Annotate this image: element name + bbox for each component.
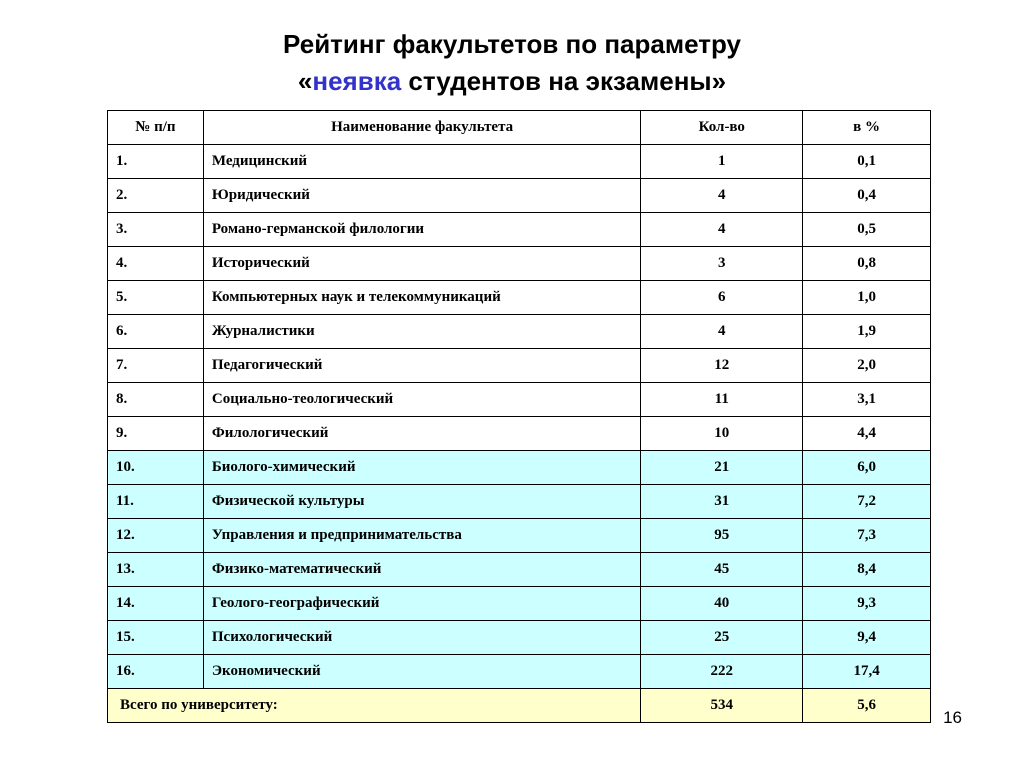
absence-count: 25 (641, 621, 803, 655)
table-row (108, 349, 931, 383)
table-row (108, 213, 931, 247)
faculty-rating-table (107, 110, 931, 723)
page-number: 16 (943, 708, 962, 727)
row-number: 16. (108, 655, 204, 689)
absence-percent: 8,4 (803, 553, 931, 587)
absence-count: 95 (641, 519, 803, 553)
row-number: 13. (108, 553, 204, 587)
table-header-row (108, 111, 931, 145)
faculty-name: Физико-математический (203, 553, 641, 587)
slide-title (0, 26, 1024, 100)
row-number: 5. (108, 281, 204, 315)
absence-percent: 0,1 (803, 145, 931, 179)
absence-count: 10 (641, 417, 803, 451)
absence-percent: 9,3 (803, 587, 931, 621)
title-quote-open: « (297, 66, 313, 96)
table-row (108, 417, 931, 451)
faculty-name: Педагогический (203, 349, 641, 383)
absence-count: 11 (641, 383, 803, 417)
faculty-name: Физической культуры (203, 485, 641, 519)
title-line-1: Рейтинг факультетов по параметру (283, 29, 741, 59)
table-row (108, 519, 931, 553)
table-row (108, 485, 931, 519)
absence-percent: 1,0 (803, 281, 931, 315)
header-number: № п/п (108, 111, 204, 145)
absence-percent: 9,4 (803, 621, 931, 655)
header-count: Кол-во (641, 111, 803, 145)
table-row (108, 179, 931, 213)
faculty-name: Романо-германской филологии (203, 213, 641, 247)
table-row (108, 587, 931, 621)
table-row (108, 451, 931, 485)
faculty-name: Социально-теологический (203, 383, 641, 417)
faculty-name: Биолого-химический (203, 451, 641, 485)
absence-percent: 7,3 (803, 519, 931, 553)
absence-percent: 4,4 (803, 417, 931, 451)
row-number: 9. (108, 417, 204, 451)
title-line-2 (0, 63, 1024, 100)
row-number: 4. (108, 247, 204, 281)
table-row (108, 145, 931, 179)
table-row (108, 315, 931, 349)
absence-count: 31 (641, 485, 803, 519)
absence-count: 12 (641, 349, 803, 383)
faculty-name: Юридический (203, 179, 641, 213)
absence-percent: 7,2 (803, 485, 931, 519)
absence-count: 21 (641, 451, 803, 485)
table-row (108, 383, 931, 417)
row-number: 3. (108, 213, 204, 247)
absence-count: 222 (641, 655, 803, 689)
total-percent: 5,6 (803, 689, 931, 723)
table-total-row (108, 689, 931, 723)
faculty-name: Экономический (203, 655, 641, 689)
absence-count: 6 (641, 281, 803, 315)
header-percent: в % (803, 111, 931, 145)
row-number: 2. (108, 179, 204, 213)
absence-percent: 0,8 (803, 247, 931, 281)
absence-count: 40 (641, 587, 803, 621)
absence-count: 3 (641, 247, 803, 281)
row-number: 15. (108, 621, 204, 655)
absence-percent: 17,4 (803, 655, 931, 689)
absence-percent: 6,0 (803, 451, 931, 485)
table-body (108, 145, 931, 689)
faculty-name: Компьютерных наук и телекоммуникаций (203, 281, 641, 315)
faculty-name: Филологический (203, 417, 641, 451)
absence-percent: 0,5 (803, 213, 931, 247)
row-number: 8. (108, 383, 204, 417)
title-line-2-rest: студентов на экзамены» (401, 66, 727, 96)
row-number: 12. (108, 519, 204, 553)
title-accent-word: неявка (312, 66, 402, 96)
header-faculty-name: Наименование факультета (203, 111, 641, 145)
total-count: 534 (641, 689, 803, 723)
faculty-name: Психологический (203, 621, 641, 655)
row-number: 11. (108, 485, 204, 519)
row-number: 7. (108, 349, 204, 383)
faculty-name: Геолого-географический (203, 587, 641, 621)
absence-percent: 2,0 (803, 349, 931, 383)
table-row (108, 621, 931, 655)
table-row (108, 553, 931, 587)
faculty-name: Журналистики (203, 315, 641, 349)
row-number: 6. (108, 315, 204, 349)
absence-count: 4 (641, 179, 803, 213)
faculty-name: Медицинский (203, 145, 641, 179)
absence-percent: 3,1 (803, 383, 931, 417)
faculty-name: Управления и предпринимательства (203, 519, 641, 553)
absence-count: 4 (641, 315, 803, 349)
row-number: 14. (108, 587, 204, 621)
absence-count: 4 (641, 213, 803, 247)
table-row (108, 247, 931, 281)
table-row (108, 281, 931, 315)
total-label: Всего по университету: (108, 689, 641, 723)
row-number: 10. (108, 451, 204, 485)
absence-percent: 1,9 (803, 315, 931, 349)
row-number: 1. (108, 145, 204, 179)
absence-count: 1 (641, 145, 803, 179)
absence-count: 45 (641, 553, 803, 587)
table-row (108, 655, 931, 689)
absence-percent: 0,4 (803, 179, 931, 213)
faculty-name: Исторический (203, 247, 641, 281)
